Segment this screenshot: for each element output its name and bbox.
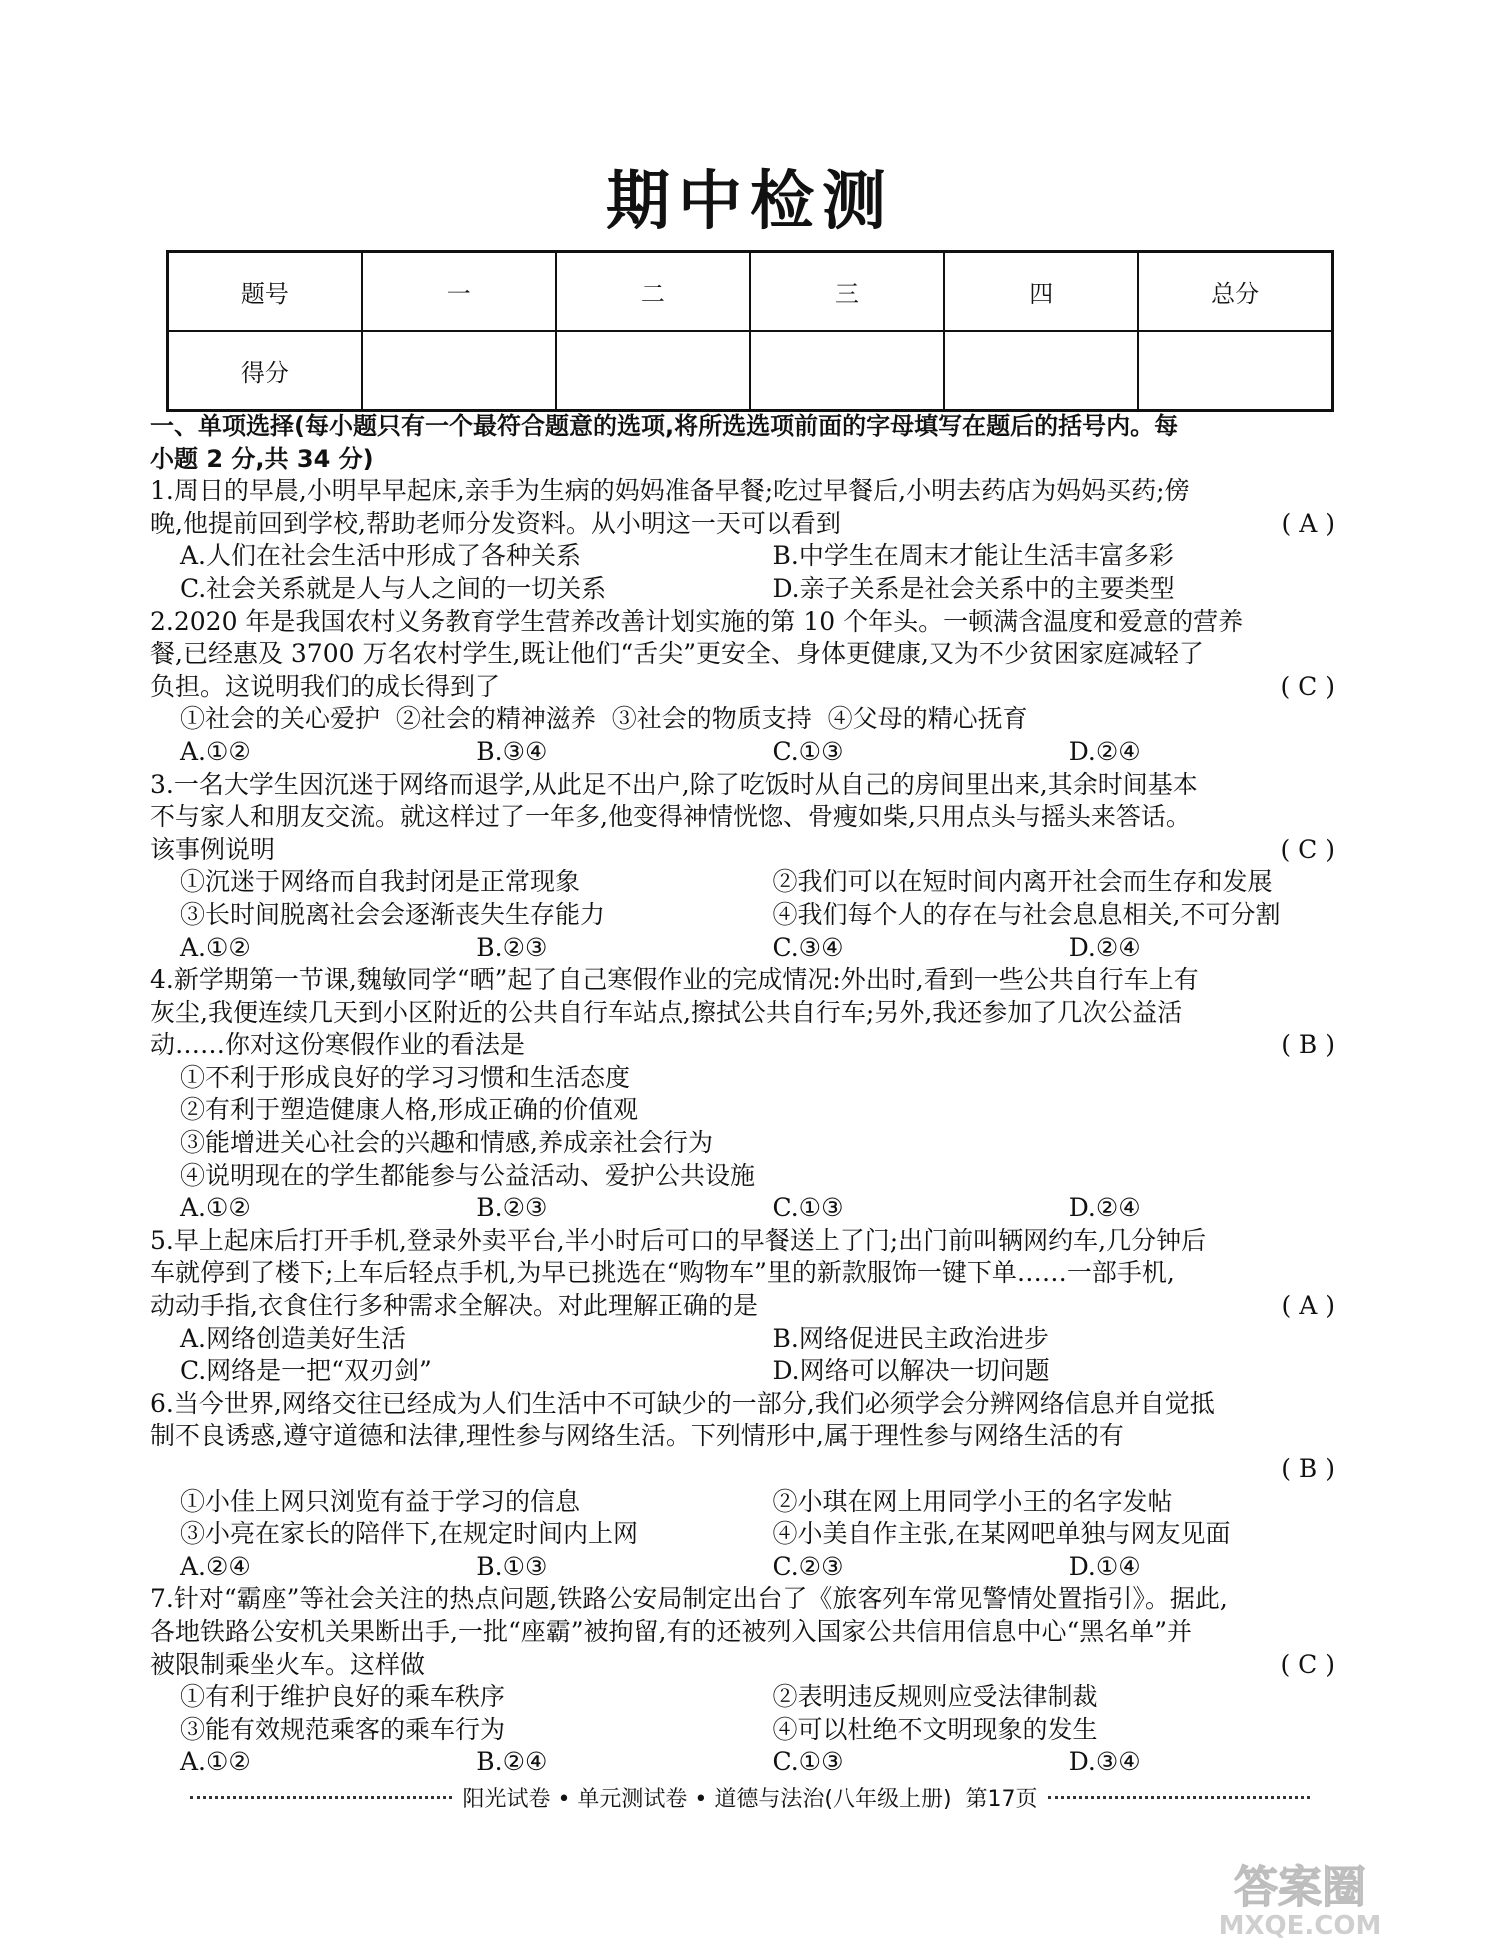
option-d: D.②④	[1068, 736, 1141, 766]
answer-bracket: ( C )	[1280, 834, 1335, 864]
question-stem: 6.当今世界,网络交往已经成为人们生活中不可缺少的一部分,我们必须学会分辨网络信息并自觉抵	[150, 1388, 1215, 1418]
option-row	[150, 1192, 1335, 1225]
score-label-cell: 得分	[168, 331, 362, 411]
option-a: A.①②	[180, 1193, 251, 1223]
question-stem	[150, 834, 1335, 867]
score-header-cell: 四	[944, 252, 1138, 332]
question-stem-text: 动……你对这份寒假作业的看法是	[150, 1030, 526, 1060]
score-table	[166, 250, 1334, 412]
statement-row	[150, 1486, 1335, 1519]
statement-item: ③长时间脱离社会会逐渐丧失生存能力	[180, 899, 606, 929]
score-header-cell: 总分	[1138, 252, 1332, 332]
question-stem	[150, 508, 1335, 541]
option-d: D.①④	[1068, 1551, 1141, 1581]
question-5	[150, 1225, 1335, 1388]
option-c: C.①③	[772, 1747, 844, 1777]
answer-bracket: ( B )	[1281, 1454, 1335, 1483]
option-row	[150, 540, 1335, 573]
footer-dotted-rule	[1048, 1796, 1310, 1799]
option-a: A.人们在社会生活中形成了各种关系	[180, 541, 582, 571]
question-stem	[150, 1029, 1335, 1062]
option-a: A.②④	[180, 1551, 251, 1581]
option-a: A.网络创造美好生活	[180, 1323, 407, 1353]
answer-bracket: ( C )	[1280, 671, 1335, 701]
option-row	[150, 1551, 1335, 1584]
watermark-logo	[1120, 1860, 1480, 1940]
question-stem: 灰尘,我便连续几天到小区附近的公共自行车站点,擦拭公共自行车;另外,我还参加了几次公益活	[150, 997, 1183, 1027]
statement-item: ④小美自作主张,在某网吧单独与网友见面	[772, 1519, 1231, 1549]
question-stem	[150, 1290, 1335, 1323]
statement-item: ④说明现在的学生都能参与公益活动、爱护公共设施	[180, 1160, 756, 1190]
question-stem: 3.一名大学生因沉迷于网络而退学,从此足不出户,除了吃饭时从自己的房间里出来,其余时间基本	[150, 769, 1198, 799]
score-table-score-row	[168, 331, 1333, 411]
section-heading-line: 小题 2 分,共 34 分)	[150, 444, 374, 473]
statement-item: ①沉迷于网络而自我封闭是正常现象	[180, 867, 581, 897]
footer-dotted-rule	[190, 1796, 452, 1799]
statement-item: ③能有效规范乘客的乘车行为	[180, 1714, 506, 1744]
score-table-header-row	[168, 252, 1333, 332]
score-header-cell: 二	[556, 252, 750, 332]
option-row	[150, 1746, 1335, 1779]
score-blank-cell[interactable]	[750, 331, 944, 411]
option-b: B.②③	[476, 932, 548, 962]
option-d: D.亲子关系是社会关系中的主要类型	[772, 573, 1175, 603]
option-row	[150, 1323, 1335, 1356]
statement-row	[150, 1681, 1335, 1714]
section-heading-line: 一、单项选择(每小题只有一个最符合题意的选项,将所选选项前面的字母填写在题后的括号内。每	[150, 412, 1179, 440]
statement-items: ①社会的关心爱护 ②社会的精神滋养 ③社会的物质支持 ④父母的精心抚育	[180, 704, 1028, 734]
score-header-cell: 三	[750, 252, 944, 332]
option-c: C.社会关系就是人与人之间的一切关系	[180, 573, 607, 603]
statement-row	[150, 866, 1335, 899]
statement-item: ③能增进关心社会的兴趣和情感,养成亲社会行为	[180, 1128, 713, 1158]
question-stem: 2.2020 年是我国农村义务教育学生营养改善计划实施的第 10 个年头。一顿满含温度和爱意的营养	[150, 606, 1244, 636]
option-c: C.①③	[772, 1193, 844, 1223]
question-stem-text: 动动手指,衣食住行多种需求全解决。对此理解正确的是	[150, 1291, 758, 1321]
page-footer	[190, 1782, 1310, 1813]
option-b: B.②④	[476, 1747, 548, 1777]
option-d: D.②④	[1068, 932, 1141, 962]
statement-row	[150, 1714, 1335, 1747]
statement-row	[150, 1518, 1335, 1551]
statement-item: ①不利于形成良好的学习习惯和生活态度	[180, 1062, 631, 1092]
answer-bracket: ( A )	[1281, 1291, 1335, 1321]
score-header-cell: 题号	[168, 252, 362, 332]
statement-item: ②有利于塑造健康人格,形成正确的价值观	[180, 1095, 638, 1125]
option-b: B.中学生在周末才能让生活丰富多彩	[772, 541, 1174, 571]
answer-bracket: ( B )	[1281, 1030, 1335, 1060]
question-2	[150, 606, 1335, 769]
option-row	[150, 736, 1335, 769]
option-row	[150, 932, 1335, 965]
section-heading	[150, 410, 1335, 475]
option-b: B.③④	[476, 736, 548, 766]
question-1	[150, 475, 1335, 605]
option-a: A.①②	[180, 932, 251, 962]
option-a: A.①②	[180, 736, 251, 766]
statement-item: ①小佳上网只浏览有益于学习的信息	[180, 1486, 581, 1516]
statement-item: ②表明违反规则应受法律制裁	[772, 1682, 1098, 1712]
statement-item: ②我们可以在短时间内离开社会而生存和发展	[772, 867, 1273, 897]
question-stem	[150, 671, 1335, 704]
question-6	[150, 1388, 1335, 1584]
option-row	[150, 1355, 1335, 1388]
score-blank-cell[interactable]	[362, 331, 556, 411]
watermark-url: MXQE.COM	[1218, 1911, 1382, 1940]
statement-item: ④我们每个人的存在与社会息息相关,不可分割	[772, 899, 1281, 929]
option-b: B.②③	[476, 1193, 548, 1223]
statement-row	[150, 899, 1335, 932]
option-a: A.①②	[180, 1747, 251, 1777]
statement-item: ②小琪在网上用同学小王的名字发帖	[772, 1486, 1173, 1516]
answer-bracket: ( C )	[1280, 1649, 1335, 1679]
watermark-text: 答案圈	[1234, 1862, 1366, 1913]
statement-item: ④可以杜绝不文明现象的发生	[772, 1714, 1098, 1744]
question-stem: 4.新学期第一节课,魏敏同学“晒”起了自己寒假作业的完成情况:外出时,看到一些公共自行车上有	[150, 965, 1199, 995]
question-stem: 不与家人和朋友交流。就这样过了一年多,他变得神情恍惚、骨瘦如柴,只用点头与摇头来答话。	[150, 802, 1191, 832]
page-title: 期中检测	[606, 165, 894, 239]
question-stem-text: 负担。这说明我们的成长得到了	[150, 671, 501, 701]
option-b: B.①③	[476, 1551, 548, 1581]
answer-bracket: ( A )	[1281, 508, 1335, 538]
statement-item: ①有利于维护良好的乘车秩序	[180, 1682, 506, 1712]
question-stem-text: 被限制乘坐火车。这样做	[150, 1649, 426, 1679]
option-c: C.①③	[772, 736, 844, 766]
score-header-cell: 一	[362, 252, 556, 332]
question-stem: 5.早上起床后打开手机,登录外卖平台,半小时后可口的早餐送上了门;出门前叫辆网约车,几分钟后	[150, 1225, 1207, 1255]
option-c: C.网络是一把“双刃剑”	[180, 1356, 432, 1386]
questions-section	[150, 410, 1335, 1779]
question-stem-text: 晚,他提前回到学校,帮助老师分发资料。从小明这一天可以看到	[150, 508, 841, 538]
question-4	[150, 964, 1335, 1225]
question-3	[150, 769, 1335, 965]
score-blank-cell[interactable]	[944, 331, 1138, 411]
option-d: D.网络可以解决一切问题	[772, 1356, 1050, 1386]
question-stem: 制不良诱惑,遵守道德和法律,理性参与网络生活。下列情形中,属于理性参与网络生活的有	[150, 1421, 1124, 1451]
option-c: C.③④	[772, 932, 844, 962]
question-stem: 1.周日的早晨,小明早早起床,亲手为生病的妈妈准备早餐;吃过早餐后,小明去药店为妈妈买药;傍	[150, 476, 1190, 506]
option-row	[150, 573, 1335, 606]
question-stem: 7.针对“霸座”等社会关注的热点问题,铁路公安局制定出台了《旅客列车常见警情处置指引》。据此,	[150, 1584, 1228, 1614]
question-7	[150, 1583, 1335, 1779]
option-c: C.②③	[772, 1551, 844, 1581]
option-b: B.网络促进民主政治进步	[772, 1323, 1049, 1353]
question-stem: 餐,已经惠及 3700 万名农村学生,既让他们“舌尖”更安全、身体更健康,又为不少贫困家庭减轻了	[150, 639, 1204, 669]
question-stem-text: 该事例说明	[150, 834, 276, 864]
question-stem: 车就停到了楼下;上车后轻点手机,为早已挑选在“购物车”里的新款服饰一键下单……一部手机,	[150, 1258, 1175, 1288]
statement-item: ③小亮在家长的陪伴下,在规定时间内上网	[180, 1519, 638, 1549]
question-stem	[150, 1649, 1335, 1682]
option-d: D.②④	[1068, 1193, 1141, 1223]
footer-text: 阳光试卷 • 单元测试卷 • 道德与法治(八年级上册) 第17页	[462, 1787, 1038, 1812]
option-d: D.③④	[1068, 1747, 1141, 1777]
score-blank-cell[interactable]	[1138, 331, 1332, 411]
score-blank-cell[interactable]	[556, 331, 750, 411]
question-stem: 各地铁路公安机关果断出手,一批“座霸”被拘留,有的还被列入国家公共信用信息中心“黑名单”并	[150, 1616, 1193, 1646]
